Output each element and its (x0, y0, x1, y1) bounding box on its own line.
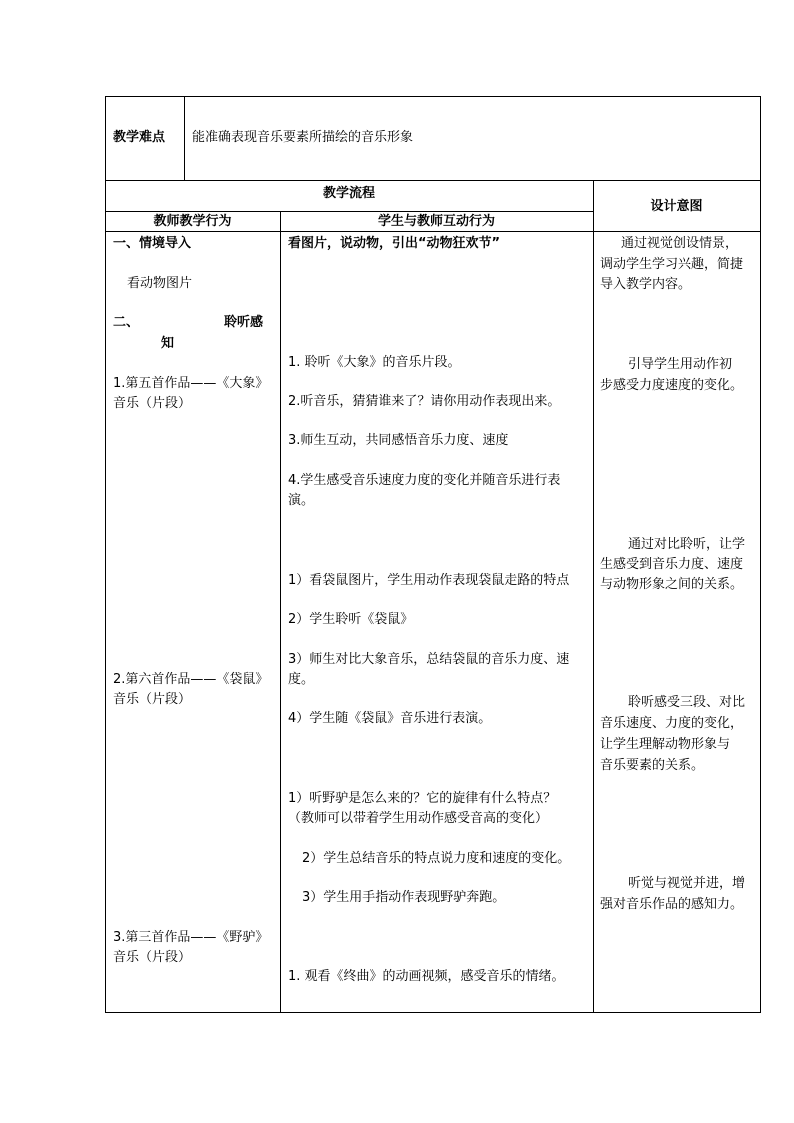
design-intent-3-line-3: 与动物形象之间的关系。 (600, 577, 744, 592)
column-divider-2 (593, 180, 594, 1012)
flow-header: 教学流程 (322, 186, 375, 201)
piece-2-line-2: 音乐（片段） (113, 692, 192, 707)
kangaroo-step-1: 1）看袋鼠图片，学生用动作表现袋鼠走路的特点 (288, 573, 570, 588)
kangaroo-step-3-line-2: 度。 (288, 672, 315, 687)
design-intent-3-line-1: 通过对比聆听，让学 (628, 537, 746, 552)
elephant-step-4-line-2: 演。 (288, 493, 315, 508)
donkey-step-3: 3）学生用手指动作表现野驴奔跑。 (302, 890, 506, 905)
section-2-title-b: 聆听感 (224, 315, 264, 330)
piece-2-line-1: 2.第六首作品——《袋鼠》 (113, 672, 269, 687)
section-2-title-c: 知 (161, 336, 175, 351)
section-1-title: 一、情境导入 (113, 236, 192, 251)
piece-1-line-2: 音乐（片段） (113, 396, 192, 411)
elephant-step-4-line-1: 4.学生感受音乐速度力度的变化并随音乐进行表 (288, 473, 561, 488)
piece-3-line-2: 音乐（片段） (113, 950, 192, 965)
top-label-divider (184, 96, 185, 180)
teacher-column-header: 教师教学行为 (153, 214, 232, 229)
donkey-step-2: 2）学生总结音乐的特点说力度和速度的变化。 (302, 851, 571, 866)
donkey-step-1-line-2: （教师可以带着学生用动作感受音高的变化） (288, 811, 549, 826)
row-divider-1 (105, 180, 761, 181)
table-right-border (760, 96, 761, 1013)
table-left-border (105, 96, 106, 1013)
difficulty-content: 能准确表现音乐要素所描绘的音乐形象 (192, 130, 414, 145)
kangaroo-step-3-line-1: 3）师生对比大象音乐，总结袋鼠的音乐力度、速 (288, 652, 570, 667)
donkey-step-1-line-1: 1）听野驴是怎么来的？它的旋律有什么特点？ (288, 791, 557, 806)
elephant-step-1: 1. 聆听《大象》的音乐片段。 (288, 355, 461, 370)
elephant-step-2: 2.听音乐，猜猜谁来了？请你用动作表现出来。 (288, 394, 561, 409)
kangaroo-step-4: 4）学生随《袋鼠》音乐进行表演。 (288, 711, 492, 726)
design-intent-1-line-1: 通过视觉创设情景， (621, 236, 739, 251)
interaction-column-header: 学生与教师互动行为 (377, 214, 495, 229)
design-intent-1-line-2: 调动学生学习兴趣，简捷 (600, 257, 744, 272)
design-intent-4-line-3: 让学生理解动物形象与 (600, 737, 731, 752)
design-intent-4-line-4: 音乐要素的关系。 (600, 758, 705, 773)
design-intent-5-line-2: 强对音乐作品的感知力。 (600, 897, 744, 912)
elephant-step-3: 3.师生互动，共同感悟音乐力度、速度 (288, 433, 509, 448)
design-intent-4-line-1: 聆听感受三段、对比 (628, 695, 746, 710)
table-bottom-border (105, 1012, 761, 1013)
design-intent-2-line-2: 步感受力度速度的变化。 (600, 378, 744, 393)
section-2-title-a: 二、 (113, 315, 140, 330)
piece-3-line-1: 3.第三首作品——《野驴》 (113, 930, 269, 945)
design-header: 设计意图 (650, 199, 703, 214)
difficulty-label: 教学难点 (113, 130, 166, 145)
table-top-border (105, 96, 761, 97)
design-intent-4-line-2: 音乐速度、力度的变化， (600, 716, 744, 731)
kangaroo-step-2: 2）学生聆听《袋鼠》 (288, 612, 414, 627)
intro-activity: 看图片，说动物，引出“动物狂欢节” (288, 236, 501, 251)
design-intent-2-line-1: 引导学生用动作初 (628, 357, 733, 372)
finale-step-1: 1. 观看《终曲》的动画视频，感受音乐的情绪。 (288, 969, 565, 984)
piece-1-line-1: 1.第五首作品——《大象》 (113, 376, 269, 391)
design-intent-1-line-3: 导入教学内容。 (600, 277, 692, 292)
section-1-item: 看动物图片 (127, 276, 193, 291)
column-divider-1 (280, 211, 281, 1012)
design-intent-5-line-1: 听觉与视觉并进，增 (628, 876, 746, 891)
design-intent-3-line-2: 生感受到音乐力度、速度 (600, 557, 744, 572)
